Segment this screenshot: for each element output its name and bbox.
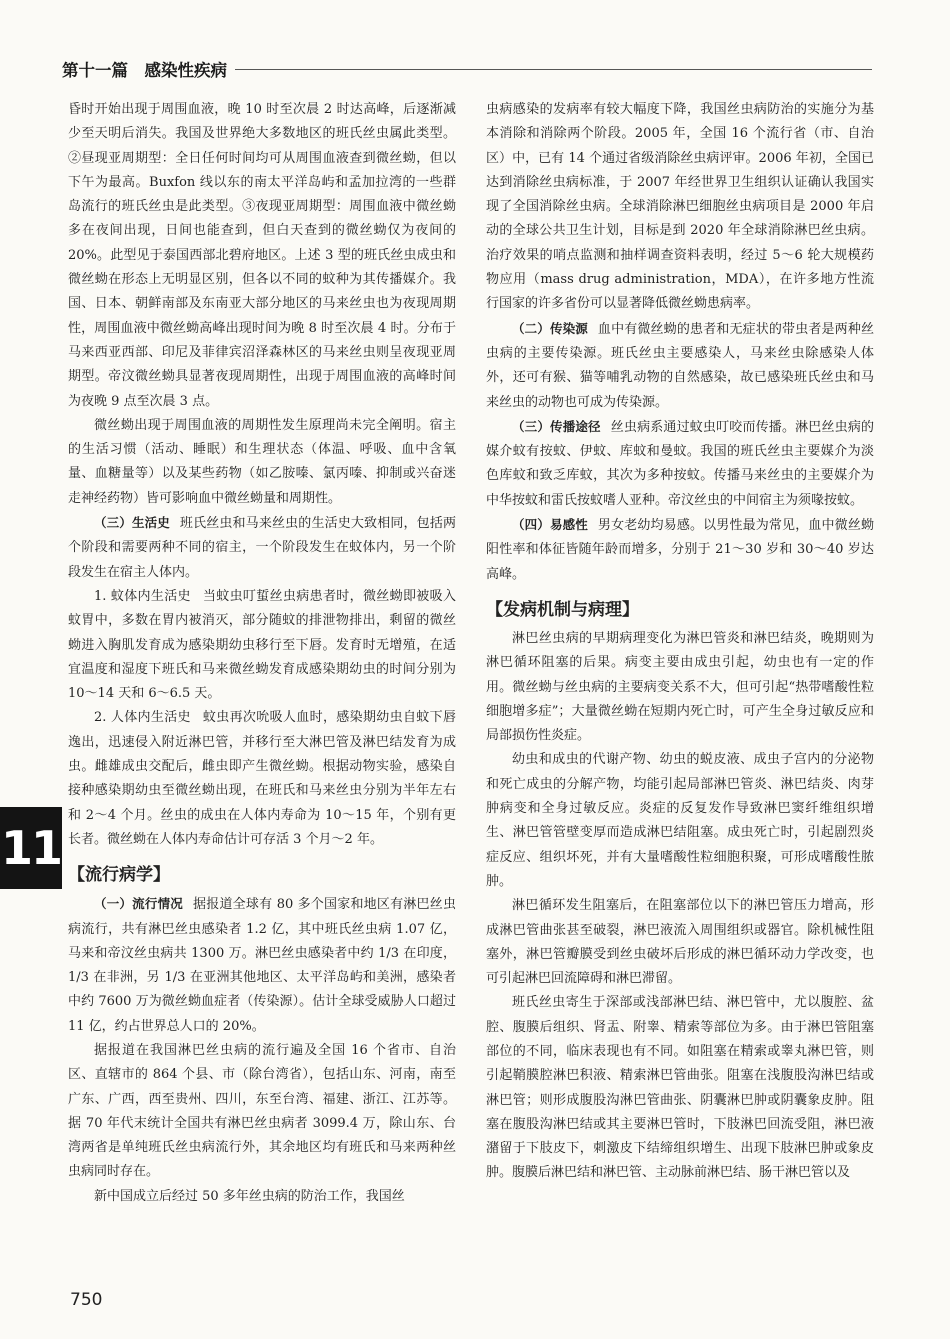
subsection-heading: （三）传播途径 xyxy=(512,418,601,434)
subsection-heading: （一）流行情况 xyxy=(94,896,184,912)
paragraph-text: 丝虫病系通过蚊虫叮咬而传播。淋巴丝虫病的媒介蚊有按蚊、伊蚊、库蚊和曼蚊。我国的班氏丝虫主要媒介为淡色库蚊和致乏库蚊，其次为多种按蚊。传播马来丝虫的主要媒介为中华按蚊和雷氏按蚊嗜人亚种。帝汶丝虫的中间宿主为须喙按蚊。 xyxy=(486,419,874,508)
paragraph: 虫病感染的发病率有较大幅度下降，我国丝虫病防治的实施分为基本消除和消除两个阶段。2005 年，全国 16 个流行省（市、自治区）中，已有 14 个通过省级消除丝虫病评审。2006 年初，全国已达到消除丝虫病标准，于 2007 年经世界卫生组织认证确认我国实现了全国消除丝虫病。全球消除淋巴细胞丝虫病项目是 2000 年启动的全球公共卫生计划，目标是到 2020 年全球消除淋巴丝虫病。治疗效果的哨点监测和抽样调查资料表明，经过 5～6 轮大规模药物应用（mass drug administration，MDA），在许多地方性流行国家的许多省份可以显著降低微丝蚴患病率。 xyxy=(486,102,874,312)
page-number: 750 xyxy=(70,1290,103,1310)
paragraph-text: 班氏丝虫和马来丝虫的生活史大致相同，包括两个阶段和需要两种不同的宿主，一个阶段发生在蚊体内，另一个阶段发生在宿主人体内。 xyxy=(68,516,456,580)
paragraph xyxy=(486,513,874,587)
paragraph xyxy=(68,511,456,585)
sub-heading: 2. 人体内生活史 xyxy=(94,710,191,726)
chapter-tab: 11 xyxy=(0,807,62,889)
paragraph: 新中国成立后经过 50 多年丝虫病的防治工作，我国丝 xyxy=(94,1188,405,1204)
paragraph xyxy=(486,317,874,415)
section-title: 【发病机制与病理】 xyxy=(486,599,639,620)
paragraph-text: 当蚊虫叮蜇丝虫病患者时，微丝蚴即被吸入蚊胃中，多数在胃内被消灭，部分随蚊的排泄物排出，剩留的微丝蚴进入胸肌发育成为感染期幼虫移行至下唇。发育时无增殖，在适宜温度和湿度下班氏和马来微丝蚴发育成感染期幼虫的时间分别为 10～14 天和 6～6.5 天。 xyxy=(68,588,456,702)
subsection-heading: （四）易感性 xyxy=(512,517,588,533)
left-column xyxy=(68,98,456,1209)
paragraph xyxy=(68,585,456,706)
paragraph: 微丝蚴出现于周围血液的周期性发生原理尚未完全阐明。宿主的生活习惯（活动、睡眠）和生理状态（体温、呼吸、血中含氧量、血糖量等）以及某些药物（如乙胺嗪、氯丙嗪、抑制或兴奋迷走神经药物）皆可影响血中微丝蚴量和周期性。 xyxy=(68,417,456,506)
paragraph: 据报道在我国淋巴丝虫病的流行遍及全国 16 个省市、自治区、直辖市的 864 个县、市（除台湾省），包括山东、河南，南至广东、广西，西至贵州、四川，东至台湾、福建、浙江、江苏等。据 70 年代末统计全国共有淋巴丝虫病者 3099.4 万，除山东、台湾两省是单纯班氏丝虫病流行外，其余地区均有班氏和马来两种丝虫病同时存在。 xyxy=(68,1042,456,1180)
paragraph-text: 据报道全球有 80 多个国家和地区有淋巴丝虫病流行，共有淋巴丝虫感染者 1.2 亿，其中班氏丝虫病 1.07 亿，马来和帝汶丝虫病共 1300 万。淋巴丝虫感染者中约 1/3 在印度，1/3 在非洲，另 1/3 在亚洲其他地区、太平洋岛屿和美洲，感染者中约 7600 万为微丝蚴血症者（传染源）。估计全球受威胁人口超过 11 亿，约占世界总人口的 20%。 xyxy=(68,897,456,1034)
subsection-heading: （三）生活史 xyxy=(94,515,170,531)
paragraph: 淋巴循环发生阻塞后，在阻塞部位以下的淋巴管压力增高，形成淋巴管曲张甚至破裂，淋巴液流入周围组织或器官。除机械性阻塞外，淋巴管瓣膜受到丝虫破坏后形成的淋巴循环动力学改变，也可引起淋巴回流障碍和淋巴滞留。 xyxy=(486,898,874,987)
paragraph-text: 男女老幼均易感。以男性最为常见，血中微丝蚴阳性率和体征皆随年龄而增多，分别于 21～30 岁和 30～40 岁达高峰。 xyxy=(486,518,874,582)
paragraph-text: 血中有微丝蚴的患者和无症状的带虫者是两种丝虫病的主要传染源。班氏丝虫主要感染人，马来丝虫除感染人体外，还可有猴、猫等哺乳动物的自然感染，故已感染班氏丝虫和马来丝虫的动物也可成为传染源。 xyxy=(486,321,874,410)
paragraph: 幼虫和成虫的代谢产物、幼虫的蜕皮液、成虫子宫内的分泌物和死亡成虫的分解产物，均能引起局部淋巴管炎、淋巴结炎、肉芽肿病变和全身过敏反应。炎症的反复发作导致淋巴窦纤维组织增生、淋巴管管壁变厚而造成淋巴结阻塞。成虫死亡时，引起剧烈炎症反应、组织坏死，并有大量嗜酸性粒细胞积聚，可形成嗜酸性脓肿。 xyxy=(486,752,874,889)
paragraph xyxy=(486,415,874,513)
paragraph xyxy=(68,892,456,1039)
header-rule xyxy=(235,69,872,70)
sub-heading: 1. 蚊体内生活史 xyxy=(94,588,191,604)
subsection-heading: （二）传染源 xyxy=(512,320,588,336)
section-title: 【流行病学】 xyxy=(68,865,170,886)
running-header xyxy=(62,56,872,82)
paragraph: 淋巴丝虫病的早期病理变化为淋巴管炎和淋巴结炎，晚期则为淋巴循环阻塞的后果。病变主要由成虫引起，幼虫也有一定的作用。微丝蚴与丝虫病的主要病变关系不大，但可引起“热带嗜酸性粒细胞增多症”；大量微丝蚴在短期内死亡时，可产生全身过敏反应和局部损伤性炎症。 xyxy=(486,630,874,744)
right-column xyxy=(486,98,874,1186)
header-title: 第十一篇 感染性疾病 xyxy=(62,61,227,80)
paragraph xyxy=(68,706,456,852)
paragraph: 班氏丝虫寄生于深部或浅部淋巴结、淋巴管中，尤以腹腔、盆腔、腹膜后组织、肾盂、附睾、精索等部位为多。由于淋巴管阻塞部位的不同，临床表现也有不同。如阻塞在精索或睾丸淋巴管，则引起鞘膜腔淋巴积液、精索淋巴管曲张。阻塞在浅腹股沟淋巴结或淋巴管；则形成腹股沟淋巴管曲张、阴囊淋巴肿或阴囊象皮肿。阻塞在腹股沟淋巴结或其主要淋巴管时，下肢淋巴回流受阻，淋巴液潴留于下肢皮下，刺激皮下结缔组织增生、出现下肢淋巴肿或象皮肿。腹膜后淋巴结和淋巴管、主动脉前淋巴结、肠干淋巴管以及 xyxy=(486,995,874,1181)
paragraph-text: 蚊虫再次吮吸人血时，感染期幼虫自蚊下唇逸出，迅速侵入附近淋巴管，并移行至大淋巴管及淋巴结发育为成虫。雌雄成虫交配后，雌虫即产生微丝蚴。根据动物实验，感染自接种感染期幼虫至微丝蚴出现，在班氏和马来丝虫分别为半年左右和 2～4 个月。丝虫的成虫在人体内寿命为 10～15 年，个别有更长者。微丝蚴在人体内寿命估计可存活 3 个月～2 年。 xyxy=(68,710,456,847)
paragraph: 昏时开始出现于周围血液，晚 10 时至次晨 2 时达高峰，后逐渐减少至天明后消失。我国及世界绝大多数地区的班氏丝虫属此类型。②昼现亚周期型：全日任何时间均可从周围血液查到微丝蚴，但以下午为最高。Buxfon 线以东的南太平洋岛屿和孟加拉湾的一些群岛流行的班氏丝虫是此类型。③夜现亚周期型：周围血液中微丝蚴多在夜间出现，日间也能查到，但白天查到的微丝蚴仅为夜间的 20%。此型见于泰国西部北碧府地区。上述 3 型的班氏丝虫成虫和微丝蚴在形态上无明显区别，但各以不同的蚊种为其传播媒介。我国、日本、朝鲜南部及东南亚大部分地区的马来丝虫也为夜现周期性，周围血液中微丝蚴高峰出现时间为晚 8 时至次晨 4 时。分布于马来西亚西部、印尼及菲律宾沼泽森林区的马来丝虫则呈夜现亚周期型。帝汶微丝蚴具显著夜现周期性，出现于周围血液的高峰时间为夜晚 9 点至次晨 3 点。 xyxy=(68,102,456,409)
